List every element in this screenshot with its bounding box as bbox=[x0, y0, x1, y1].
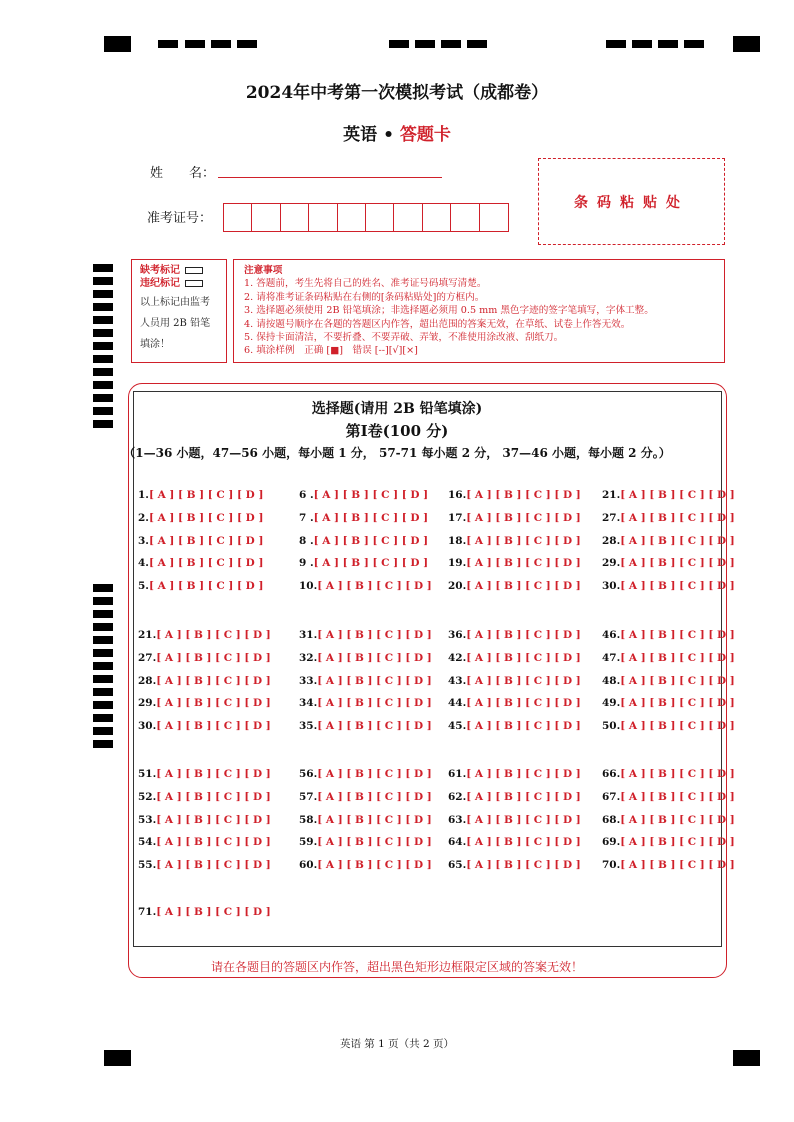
answer-options[interactable]: [ A ] [ B ] [ C ] [ D ] bbox=[156, 651, 271, 664]
answer-options[interactable]: [ A ] [ B ] [ C ] [ D ] bbox=[317, 768, 432, 780]
answer-row[interactable] bbox=[602, 629, 735, 641]
side-timing-mark bbox=[93, 368, 113, 376]
absent-mark-label: 缺考标记 bbox=[140, 265, 180, 276]
answer-row[interactable] bbox=[138, 489, 263, 501]
answer-options[interactable]: [ A ] [ B ] [ C ] [ D ] bbox=[148, 511, 264, 524]
absent-mark-box[interactable] bbox=[185, 267, 203, 274]
answer-options[interactable]: [ A ] [ B ] [ C ] [ D ] bbox=[317, 720, 432, 733]
answer-options[interactable]: [ A ] [ B ] [ C ] [ D ] bbox=[466, 651, 581, 664]
question-number: 66. bbox=[602, 768, 621, 780]
answer-row[interactable] bbox=[602, 512, 735, 524]
answer-options[interactable]: [ A ] [ B ] [ C ] [ D ] bbox=[156, 790, 271, 803]
id-digit-cell[interactable] bbox=[338, 204, 366, 231]
answer-options[interactable]: [ A ] [ B ] [ C ] [ D ] bbox=[466, 534, 581, 547]
answer-options[interactable]: [ A ] [ B ] [ C ] [ D ] bbox=[156, 629, 271, 641]
corner-mark-top-right bbox=[733, 36, 760, 52]
id-digit-cell[interactable] bbox=[423, 204, 451, 231]
timing-mark bbox=[658, 40, 678, 48]
answer-row[interactable] bbox=[138, 768, 271, 780]
question-number: 71. bbox=[138, 906, 157, 918]
answer-options[interactable]: [ A ] [ B ] [ C ] [ D ] bbox=[466, 859, 581, 872]
question-number: 63. bbox=[448, 813, 467, 826]
answer-options[interactable]: [ A ] [ B ] [ C ] [ D ] bbox=[620, 836, 735, 849]
answer-options[interactable]: [ A ] [ B ] [ C ] [ D ] bbox=[620, 651, 735, 664]
answer-options[interactable]: [ A ] [ B ] [ C ] [ D ] bbox=[620, 511, 735, 524]
question-number: 50. bbox=[602, 720, 621, 733]
question-number: 28. bbox=[602, 534, 621, 547]
question-number: 67. bbox=[602, 790, 621, 803]
mark-note-line: 人员用 2B 铅笔 bbox=[140, 318, 211, 329]
answer-options[interactable]: [ A ] [ B ] [ C ] [ D ] bbox=[620, 489, 735, 501]
question-number: 65. bbox=[448, 859, 467, 872]
timing-mark bbox=[606, 40, 626, 48]
answer-options[interactable]: [ A ] [ B ] [ C ] [ D ] bbox=[466, 836, 581, 849]
separator-dot: • bbox=[383, 125, 394, 145]
barcode-area[interactable]: 条码粘贴处 bbox=[538, 158, 725, 245]
side-timing-mark bbox=[93, 342, 113, 350]
answer-row[interactable] bbox=[299, 675, 432, 687]
answer-options[interactable]: [ A ] [ B ] [ C ] [ D ] bbox=[317, 651, 432, 664]
question-number: 62. bbox=[448, 790, 467, 803]
answer-options[interactable]: [ A ] [ B ] [ C ] [ D ] bbox=[156, 674, 271, 687]
question-number: 36. bbox=[448, 629, 467, 641]
question-number: 64. bbox=[448, 836, 467, 849]
question-number: 8 . bbox=[299, 534, 314, 547]
answer-row[interactable] bbox=[138, 557, 263, 569]
question-number: 20. bbox=[448, 580, 467, 593]
mark-note bbox=[140, 292, 226, 355]
corner-mark-top-left bbox=[104, 36, 131, 52]
answer-row[interactable] bbox=[602, 489, 735, 501]
mark-box bbox=[131, 259, 227, 363]
answer-row[interactable] bbox=[448, 768, 581, 780]
question-number: 33. bbox=[299, 674, 318, 687]
answer-row[interactable] bbox=[299, 791, 432, 803]
violation-mark-box[interactable] bbox=[185, 280, 203, 287]
side-timing-mark bbox=[93, 662, 113, 670]
question-number: 68. bbox=[602, 813, 621, 826]
answer-row[interactable] bbox=[448, 791, 581, 803]
timing-mark bbox=[389, 40, 409, 48]
answer-options[interactable]: [ A ] [ B ] [ C ] [ D ] bbox=[156, 697, 271, 710]
question-number: 19. bbox=[448, 557, 467, 570]
side-timing-mark bbox=[93, 636, 113, 644]
answer-row[interactable] bbox=[448, 557, 581, 569]
question-number: 57. bbox=[299, 790, 318, 803]
notice-title: 注意事项 bbox=[244, 265, 283, 276]
answer-row[interactable] bbox=[448, 697, 581, 709]
timing-mark bbox=[185, 40, 205, 48]
side-timing-mark bbox=[93, 623, 113, 631]
question-number: 9 . bbox=[299, 557, 314, 570]
answer-options[interactable]: [ A ] [ B ] [ C ] [ D ] bbox=[466, 557, 581, 570]
answer-row[interactable] bbox=[138, 580, 263, 592]
answer-options[interactable]: [ A ] [ B ] [ C ] [ D ] bbox=[620, 859, 735, 872]
question-number: 58. bbox=[299, 813, 318, 826]
mark-note-line: 填涂！ bbox=[140, 339, 170, 350]
exam-id-field[interactable] bbox=[223, 203, 509, 232]
answer-row[interactable] bbox=[448, 629, 581, 641]
answer-options[interactable]: [ A ] [ B ] [ C ] [ D ] bbox=[620, 557, 735, 570]
notice-item: 6. 填涂样例 正确 [■] 错误 [--][√][×] bbox=[244, 345, 418, 357]
question-number: 51. bbox=[138, 768, 157, 780]
side-timing-mark bbox=[93, 649, 113, 657]
answer-row[interactable] bbox=[299, 580, 432, 592]
question-number: 10. bbox=[299, 580, 318, 593]
notice-item: 3. 选择题必须使用 2B 铅笔填涂；非选择题必须用 0.5 mm 黑色字迹的签字笔填写，字体工整。 bbox=[244, 305, 654, 317]
id-digit-cell[interactable] bbox=[252, 204, 280, 231]
question-number: 44. bbox=[448, 697, 467, 710]
answer-row[interactable] bbox=[299, 697, 432, 709]
question-number: 56. bbox=[299, 768, 318, 780]
question-number: 43. bbox=[448, 674, 467, 687]
answer-row[interactable] bbox=[299, 535, 428, 547]
timing-mark bbox=[467, 40, 487, 48]
answer-row[interactable] bbox=[448, 535, 581, 547]
answer-options[interactable]: [ A ] [ B ] [ C ] [ D ] bbox=[466, 489, 581, 501]
id-digit-cell[interactable] bbox=[394, 204, 422, 231]
question-number: 46. bbox=[602, 629, 621, 641]
side-timing-mark bbox=[93, 264, 113, 272]
answer-options[interactable]: [ A ] [ B ] [ C ] [ D ] bbox=[317, 813, 432, 826]
side-timing-mark bbox=[93, 277, 113, 285]
answer-options[interactable]: [ A ] [ B ] [ C ] [ D ] bbox=[317, 836, 432, 849]
answer-options[interactable]: [ A ] [ B ] [ C ] [ D ] bbox=[156, 768, 271, 780]
answer-options[interactable]: [ A ] [ B ] [ C ] [ D ] bbox=[466, 790, 581, 803]
card-label: 答题卡 bbox=[399, 125, 451, 145]
answer-options[interactable]: [ A ] [ B ] [ C ] [ D ] bbox=[620, 534, 735, 547]
page-title: 2024年中考第一次模拟考试（成都卷） bbox=[245, 83, 549, 103]
answer-row[interactable] bbox=[299, 814, 432, 826]
question-number: 59. bbox=[299, 836, 318, 849]
answer-options[interactable]: [ A ] [ B ] [ C ] [ D ] bbox=[620, 720, 735, 733]
notice-item: 5. 保持卡面清洁，不要折叠、不要弄破、弄皱，不准使用涂改液、刮纸刀。 bbox=[244, 332, 564, 344]
violation-mark-row bbox=[140, 277, 226, 290]
boundary-warning: 请在各题目的答题区内作答，超出黑色矩形边框限定区域的答案无效！ bbox=[210, 960, 583, 974]
answer-options[interactable]: [ A ] [ B ] [ C ] [ D ] bbox=[317, 697, 432, 710]
answer-row[interactable] bbox=[299, 512, 428, 524]
card-subtitle bbox=[0, 120, 794, 145]
answer-options[interactable]: [ A ] [ B ] [ C ] [ D ] bbox=[148, 534, 264, 547]
answer-row[interactable] bbox=[448, 652, 581, 664]
answer-row[interactable] bbox=[602, 768, 735, 780]
corner-mark-bottom-left bbox=[104, 1050, 131, 1066]
timing-mark bbox=[237, 40, 257, 48]
answer-row[interactable] bbox=[138, 720, 271, 732]
timing-mark bbox=[415, 40, 435, 48]
question-number: 27. bbox=[602, 511, 621, 524]
question-number: 61. bbox=[448, 768, 467, 780]
question-number: 52. bbox=[138, 790, 157, 803]
side-timing-mark bbox=[93, 597, 113, 605]
answer-row[interactable] bbox=[138, 906, 271, 918]
answer-options[interactable]: [ A ] [ B ] [ C ] [ D ] bbox=[620, 768, 735, 780]
answer-row[interactable] bbox=[602, 697, 735, 709]
answer-row[interactable] bbox=[602, 720, 735, 732]
answer-options[interactable]: [ A ] [ B ] [ C ] [ D ] bbox=[156, 906, 271, 918]
answer-options[interactable]: [ A ] [ B ] [ C ] [ D ] bbox=[620, 790, 735, 803]
side-timing-mark bbox=[93, 381, 113, 389]
question-number: 18. bbox=[448, 534, 467, 547]
answer-options[interactable]: [ A ] [ B ] [ C ] [ D ] bbox=[156, 720, 271, 733]
side-timing-mark bbox=[93, 688, 113, 696]
answer-options[interactable]: [ A ] [ B ] [ C ] [ D ] bbox=[317, 580, 432, 593]
answer-options[interactable]: [ A ] [ B ] [ C ] [ D ] bbox=[620, 674, 735, 687]
answer-options[interactable]: [ A ] [ B ] [ C ] [ D ] bbox=[620, 580, 735, 593]
timing-mark bbox=[632, 40, 652, 48]
page-footer: 英语 第 1 页（共 2 页） bbox=[339, 1038, 455, 1050]
question-number: 31. bbox=[299, 629, 318, 641]
answer-row[interactable] bbox=[602, 652, 735, 664]
question-number: 2. bbox=[138, 511, 149, 524]
name-field[interactable] bbox=[218, 177, 442, 178]
answer-row[interactable] bbox=[299, 720, 432, 732]
side-timing-mark bbox=[93, 675, 113, 683]
answer-row[interactable] bbox=[299, 859, 432, 871]
answer-options[interactable]: [ A ] [ B ] [ C ] [ D ] bbox=[466, 674, 581, 687]
side-timing-mark bbox=[93, 714, 113, 722]
answer-row[interactable] bbox=[448, 720, 581, 732]
question-number: 27. bbox=[138, 651, 157, 664]
answer-row[interactable] bbox=[138, 629, 271, 641]
notice-item: 2. 请将准考证条码粘贴在右侧的[条码粘贴处]的方框内。 bbox=[244, 291, 485, 303]
answer-row[interactable] bbox=[299, 557, 428, 569]
answer-row[interactable] bbox=[299, 836, 432, 848]
answer-row[interactable] bbox=[602, 859, 735, 871]
timing-mark bbox=[211, 40, 231, 48]
answer-options[interactable]: [ A ] [ B ] [ C ] [ D ] bbox=[620, 629, 735, 641]
notice-box bbox=[233, 259, 725, 363]
answer-row[interactable] bbox=[138, 859, 271, 871]
question-number: 42. bbox=[448, 651, 467, 664]
question-number: 29. bbox=[602, 557, 621, 570]
answer-row[interactable] bbox=[602, 675, 735, 687]
volume-heading: 第Ⅰ卷(100 分) bbox=[345, 422, 449, 440]
answer-row[interactable] bbox=[138, 535, 263, 547]
id-digit-cell[interactable] bbox=[281, 204, 309, 231]
answer-options[interactable]: [ A ] [ B ] [ C ] [ D ] bbox=[317, 629, 432, 641]
question-number: 21. bbox=[602, 489, 621, 501]
answer-row[interactable] bbox=[602, 557, 735, 569]
side-timing-mark bbox=[93, 584, 113, 592]
answer-row[interactable] bbox=[448, 814, 581, 826]
answer-options[interactable]: [ A ] [ B ] [ C ] [ D ] bbox=[466, 768, 581, 780]
answer-row[interactable] bbox=[448, 859, 581, 871]
question-number: 3. bbox=[138, 534, 149, 547]
name-label: 姓 名： bbox=[150, 166, 216, 181]
answer-row[interactable] bbox=[138, 675, 271, 687]
mark-note-line: 以上标记由监考 bbox=[140, 297, 210, 308]
question-number: 21. bbox=[138, 629, 157, 641]
answer-row[interactable] bbox=[448, 580, 581, 592]
timing-mark bbox=[684, 40, 704, 48]
answer-options[interactable]: [ A ] [ B ] [ C ] [ D ] bbox=[466, 813, 581, 826]
id-digit-cell[interactable] bbox=[224, 204, 252, 231]
answer-row[interactable] bbox=[138, 652, 271, 664]
subject-label: 英语 bbox=[343, 125, 378, 145]
answer-options[interactable]: [ A ] [ B ] [ C ] [ D ] bbox=[148, 580, 264, 593]
answer-options[interactable]: [ A ] [ B ] [ C ] [ D ] bbox=[317, 790, 432, 803]
question-number: 5. bbox=[138, 580, 149, 593]
answer-options[interactable]: [ A ] [ B ] [ C ] [ D ] bbox=[156, 836, 271, 849]
question-number: 35. bbox=[299, 720, 318, 733]
question-number: 4. bbox=[138, 557, 149, 570]
timing-mark bbox=[441, 40, 461, 48]
side-timing-mark bbox=[93, 303, 113, 311]
id-digit-cell[interactable] bbox=[480, 204, 508, 231]
question-number: 16. bbox=[448, 489, 467, 501]
question-number: 45. bbox=[448, 720, 467, 733]
answer-options[interactable]: [ A ] [ B ] [ C ] [ D ] bbox=[313, 511, 429, 524]
question-number: 30. bbox=[602, 580, 621, 593]
answer-options[interactable]: [ A ] [ B ] [ C ] [ D ] bbox=[313, 534, 429, 547]
answer-row[interactable] bbox=[448, 489, 581, 501]
question-number: 32. bbox=[299, 651, 318, 664]
answer-options[interactable]: [ A ] [ B ] [ C ] [ D ] bbox=[466, 720, 581, 733]
answer-options[interactable]: [ A ] [ B ] [ C ] [ D ] bbox=[156, 859, 271, 872]
question-number: 49. bbox=[602, 697, 621, 710]
side-timing-mark bbox=[93, 610, 113, 618]
answer-row[interactable] bbox=[602, 836, 735, 848]
answer-options[interactable]: [ A ] [ B ] [ C ] [ D ] bbox=[148, 557, 264, 570]
question-number: 28. bbox=[138, 674, 157, 687]
answer-options[interactable]: [ A ] [ B ] [ C ] [ D ] bbox=[317, 674, 432, 687]
id-digit-cell[interactable] bbox=[451, 204, 479, 231]
answer-row[interactable] bbox=[602, 580, 735, 592]
answer-row[interactable] bbox=[448, 512, 581, 524]
answer-row[interactable] bbox=[448, 836, 581, 848]
side-timing-mark bbox=[93, 290, 113, 298]
question-number: 1. bbox=[138, 489, 149, 501]
side-timing-mark bbox=[93, 701, 113, 709]
answer-options[interactable]: [ A ] [ B ] [ C ] [ D ] bbox=[466, 697, 581, 710]
id-label: 准考证号： bbox=[147, 211, 213, 226]
question-number: 48. bbox=[602, 674, 621, 687]
question-number: 17. bbox=[448, 511, 467, 524]
violation-mark-label: 违纪标记 bbox=[140, 278, 180, 289]
scoring-note: （1—36 小题，47—56 小题，每小题 1 分， 57-71 每小题 2 分， 37—46 小题，每小题 2 分。） bbox=[123, 446, 671, 460]
notice-item: 1. 答题前，考生先将自己的姓名、准考证号码填写清楚。 bbox=[244, 278, 487, 290]
timing-mark bbox=[158, 40, 178, 48]
id-digit-cell[interactable] bbox=[366, 204, 394, 231]
section-heading: 选择题(请用 2B 铅笔填涂) bbox=[311, 401, 483, 417]
question-number: 6 . bbox=[299, 489, 314, 501]
answer-options[interactable]: [ A ] [ B ] [ C ] [ D ] bbox=[620, 697, 735, 710]
answer-options[interactable]: [ A ] [ B ] [ C ] [ D ] bbox=[156, 813, 271, 826]
answer-row[interactable] bbox=[299, 489, 428, 501]
answer-options[interactable]: [ A ] [ B ] [ C ] [ D ] bbox=[466, 629, 581, 641]
answer-row[interactable] bbox=[138, 512, 263, 524]
answer-options[interactable]: [ A ] [ B ] [ C ] [ D ] bbox=[313, 489, 429, 501]
answer-options[interactable]: [ A ] [ B ] [ C ] [ D ] bbox=[466, 580, 581, 593]
answer-row[interactable] bbox=[602, 791, 735, 803]
question-number: 54. bbox=[138, 836, 157, 849]
answer-row[interactable] bbox=[602, 535, 735, 547]
answer-options[interactable]: [ A ] [ B ] [ C ] [ D ] bbox=[466, 511, 581, 524]
question-number: 53. bbox=[138, 813, 157, 826]
answer-row[interactable] bbox=[138, 791, 271, 803]
answer-row[interactable] bbox=[299, 652, 432, 664]
id-digit-cell[interactable] bbox=[309, 204, 337, 231]
answer-options[interactable]: [ A ] [ B ] [ C ] [ D ] bbox=[317, 859, 432, 872]
question-number: 69. bbox=[602, 836, 621, 849]
answer-row[interactable] bbox=[138, 814, 271, 826]
question-number: 47. bbox=[602, 651, 621, 664]
question-number: 60. bbox=[299, 859, 318, 872]
absent-mark-row bbox=[140, 264, 226, 277]
question-number: 29. bbox=[138, 697, 157, 710]
question-number: 70. bbox=[602, 859, 621, 872]
answer-row[interactable] bbox=[299, 629, 432, 641]
corner-mark-bottom-right bbox=[733, 1050, 760, 1066]
side-timing-mark bbox=[93, 727, 113, 735]
answer-options[interactable]: [ A ] [ B ] [ C ] [ D ] bbox=[620, 813, 735, 826]
notice-item: 4. 请按题号顺序在各题的答题区内作答，超出范围的答案无效，在草纸、试卷上作答无效。 bbox=[244, 318, 631, 330]
side-timing-mark bbox=[93, 740, 113, 748]
side-timing-mark bbox=[93, 329, 113, 337]
question-number: 55. bbox=[138, 859, 157, 872]
answer-row[interactable] bbox=[299, 768, 432, 780]
question-number: 7 . bbox=[299, 511, 314, 524]
question-number: 30. bbox=[138, 720, 157, 733]
answer-row[interactable] bbox=[138, 697, 271, 709]
side-timing-mark bbox=[93, 316, 113, 324]
answer-row[interactable] bbox=[138, 836, 271, 848]
side-timing-mark bbox=[93, 355, 113, 363]
answer-options[interactable]: [ A ] [ B ] [ C ] [ D ] bbox=[148, 489, 264, 501]
question-number: 34. bbox=[299, 697, 318, 710]
answer-options[interactable]: [ A ] [ B ] [ C ] [ D ] bbox=[313, 557, 429, 570]
answer-row[interactable] bbox=[448, 675, 581, 687]
answer-row[interactable] bbox=[602, 814, 735, 826]
